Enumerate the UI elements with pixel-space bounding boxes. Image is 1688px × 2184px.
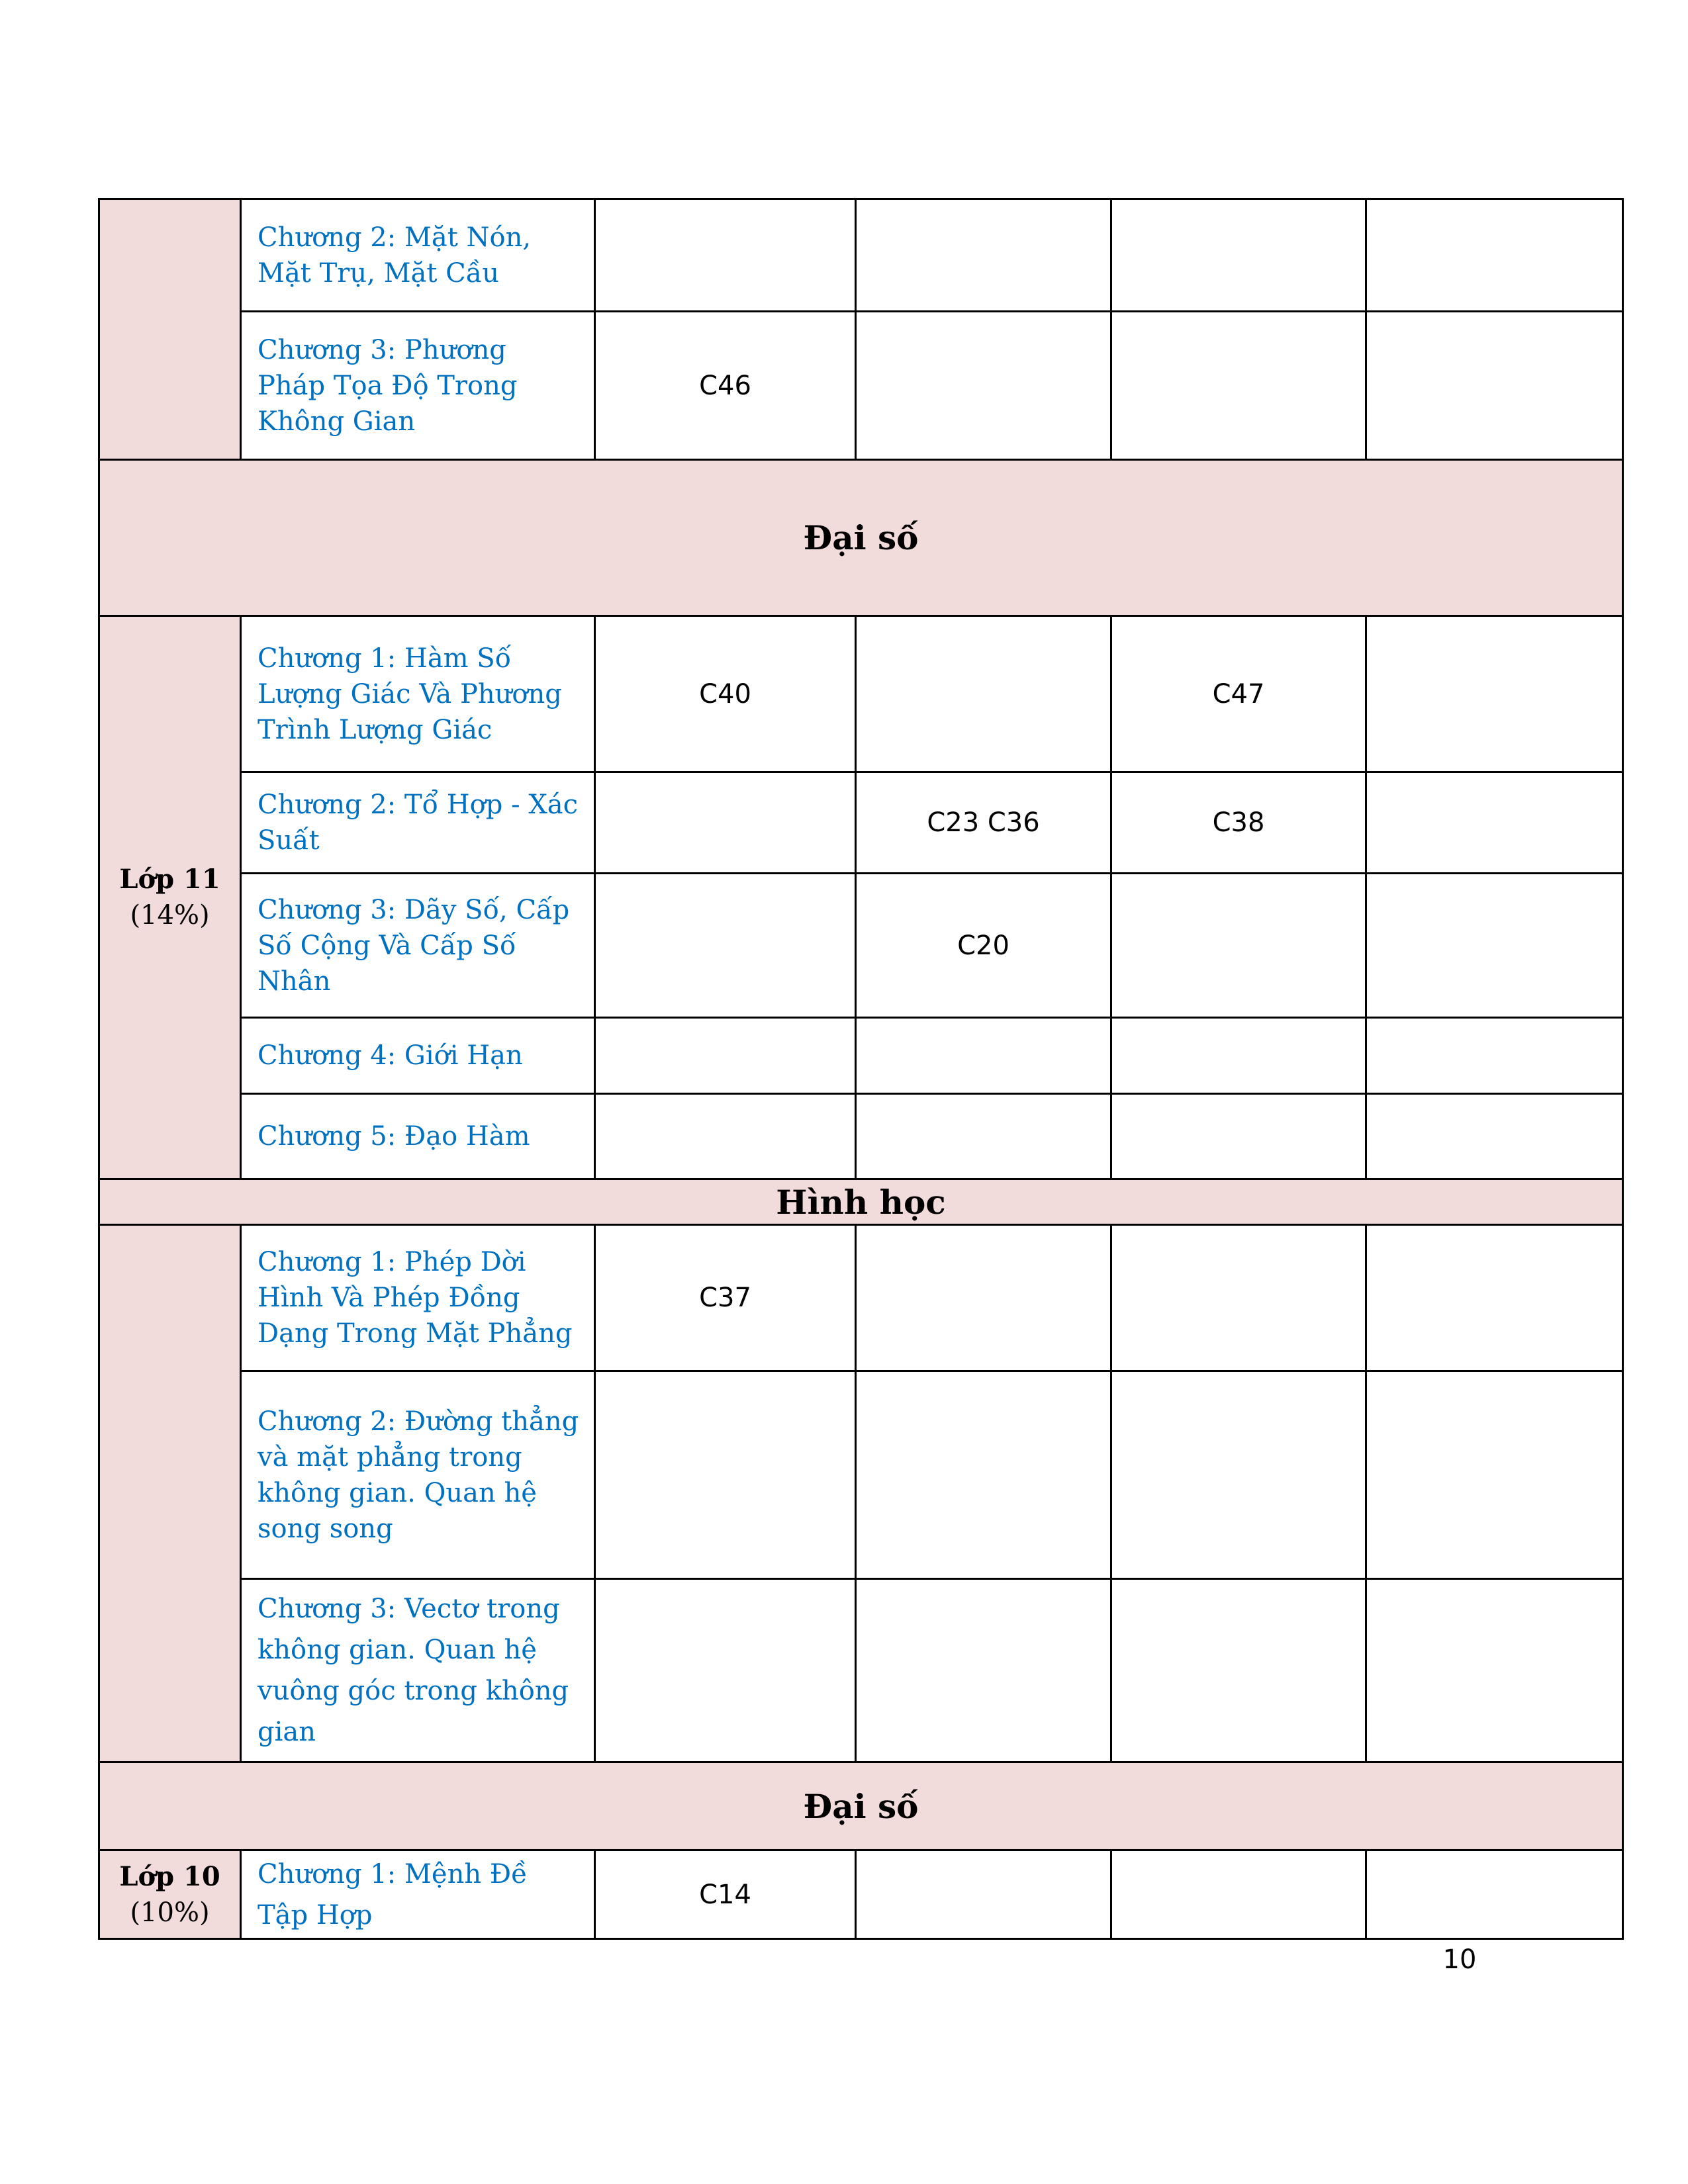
table-row	[99, 1579, 1623, 1762]
question-cell: C37	[595, 1225, 856, 1371]
section-row	[99, 1762, 1623, 1850]
question-cell	[1111, 874, 1366, 1018]
chapter-cell: Chương 1: Hàm Số Lượng Giác Và Phương Trình Lượng Giác	[241, 616, 595, 772]
question-cell: C23 C36	[856, 772, 1111, 874]
question-cell	[856, 1094, 1111, 1179]
question-cell	[595, 772, 856, 874]
question-cell	[1366, 1225, 1623, 1371]
question-cell	[1366, 1371, 1623, 1579]
question-cell	[1366, 616, 1623, 772]
question-cell	[1366, 1018, 1623, 1094]
grade-cell-geometry	[99, 1225, 241, 1762]
question-cell	[856, 1579, 1111, 1762]
section-heading-algebra: Đại số	[99, 460, 1623, 616]
question-cell	[856, 1018, 1111, 1094]
question-cell	[595, 1094, 856, 1179]
question-cell	[856, 1225, 1111, 1371]
grade-cell-11	[99, 616, 241, 1179]
question-cell	[1111, 1371, 1366, 1579]
table-row	[99, 1371, 1623, 1579]
question-cell	[1366, 199, 1623, 312]
section-heading-geometry: Hình học	[99, 1179, 1623, 1225]
question-cell	[856, 199, 1111, 312]
question-cell	[856, 1850, 1111, 1939]
question-cell: C14	[595, 1850, 856, 1939]
page-number: 10	[1442, 1944, 1477, 1975]
question-cell	[1111, 1225, 1366, 1371]
question-cell	[1111, 1850, 1366, 1939]
question-cell	[595, 199, 856, 312]
question-cell	[1111, 312, 1366, 460]
table-row	[99, 1850, 1623, 1939]
chapter-cell: Chương 2: Tổ Hợp - Xác Suất	[241, 772, 595, 874]
question-cell	[1366, 312, 1623, 460]
question-cell: C40	[595, 616, 856, 772]
chapter-cell: Chương 5: Đạo Hàm	[241, 1094, 595, 1179]
grade-name: Lớp 11	[119, 864, 220, 895]
question-cell	[1366, 874, 1623, 1018]
chapter-cell: Chương 3: Phương Pháp Tọa Độ Trong Không Gian	[241, 312, 595, 460]
question-cell	[1366, 1579, 1623, 1762]
chapter-cell: Chương 1: Mệnh Đề Tập Hợp	[241, 1850, 595, 1939]
question-cell: C20	[856, 874, 1111, 1018]
table-row	[99, 1018, 1623, 1094]
grade-percent: (10%)	[130, 1897, 210, 1928]
question-cell	[856, 616, 1111, 772]
table-row	[99, 772, 1623, 874]
question-cell: C47	[1111, 616, 1366, 772]
table-row	[99, 874, 1623, 1018]
grade-cell-10	[99, 1850, 241, 1939]
curriculum-matrix-table	[98, 198, 1624, 1940]
question-cell	[595, 1371, 856, 1579]
question-cell	[595, 1579, 856, 1762]
question-cell	[1111, 199, 1366, 312]
question-cell	[595, 874, 856, 1018]
question-cell	[856, 312, 1111, 460]
question-cell	[1111, 1018, 1366, 1094]
section-row	[99, 1179, 1623, 1225]
chapter-cell: Chương 3: Vectơ trong không gian. Quan hệ vuông góc trong không gian	[241, 1579, 595, 1762]
question-cell	[1366, 772, 1623, 874]
table-row	[99, 199, 1623, 312]
grade-cell-continued	[99, 199, 241, 460]
question-cell	[1111, 1094, 1366, 1179]
question-cell	[856, 1371, 1111, 1579]
table-row	[99, 616, 1623, 772]
question-cell	[1111, 1579, 1366, 1762]
grade-name: Lớp 10	[119, 1860, 220, 1892]
question-cell: C46	[595, 312, 856, 460]
section-row	[99, 460, 1623, 616]
section-heading-algebra: Đại số	[99, 1762, 1623, 1850]
question-cell	[1366, 1850, 1623, 1939]
chapter-cell: Chương 2: Mặt Nón, Mặt Trụ, Mặt Cầu	[241, 199, 595, 312]
question-cell: C38	[1111, 772, 1366, 874]
question-cell	[1366, 1094, 1623, 1179]
chapter-cell: Chương 3: Dãy Số, Cấp Số Cộng Và Cấp Số Nhân	[241, 874, 595, 1018]
table-row	[99, 1225, 1623, 1371]
question-cell	[595, 1018, 856, 1094]
chapter-cell: Chương 1: Phép Dời Hình Và Phép Đồng Dạng Trong Mặt Phẳng	[241, 1225, 595, 1371]
grade-percent: (14%)	[130, 900, 210, 931]
table-row	[99, 312, 1623, 460]
chapter-cell: Chương 2: Đường thẳng và mặt phẳng trong không gian. Quan hệ song song	[241, 1371, 595, 1579]
chapter-cell: Chương 4: Giới Hạn	[241, 1018, 595, 1094]
table-row	[99, 1094, 1623, 1179]
